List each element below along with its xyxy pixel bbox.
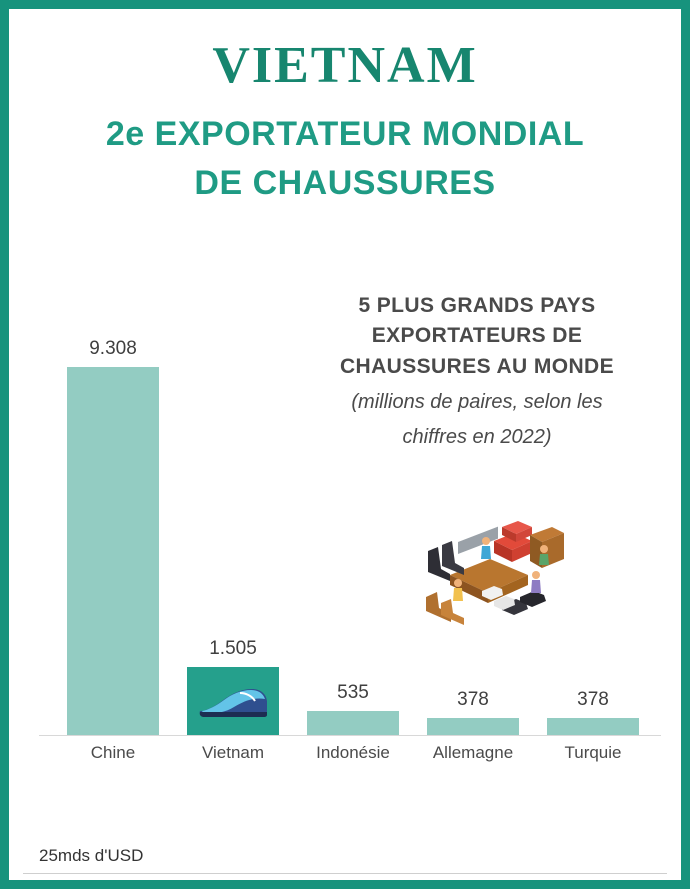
bar-rect-allemagne: [427, 718, 519, 735]
bar-rect-turquie: [547, 718, 639, 735]
chart-axis-line: [39, 735, 661, 736]
bar-rect-indonesie: [307, 711, 399, 735]
caption-line-1: 5 PLUS GRANDS PAYS: [358, 294, 596, 317]
footer-divider: [23, 873, 667, 874]
bar-value-turquie: 378: [577, 689, 609, 710]
bar-value-chine: 9.308: [89, 338, 137, 359]
sneaker-icon: [196, 681, 270, 721]
subtitle-line-2: DE CHAUSSURES: [194, 164, 496, 203]
bar-value-indonesie: 535: [337, 682, 369, 703]
caption-line-3: CHAUSSURES AU MONDE: [339, 354, 614, 378]
category-label-chine: Chine: [90, 743, 136, 762]
category-label-indonesie: Indonésie: [316, 743, 390, 762]
caption-note-2: chiffres en 2022): [402, 426, 552, 449]
footer-note: 25mds d'USD: [39, 846, 144, 865]
bar-group-chine: [67, 338, 159, 735]
category-label-vietnam: Vietnam: [201, 743, 265, 762]
category-label-allemagne: Allemagne: [432, 743, 514, 762]
page-title: VIETNAM: [212, 37, 478, 94]
title-block: [13, 13, 677, 207]
infographic-canvas: [9, 9, 681, 880]
bar-group-indonesie: [307, 682, 399, 735]
bar-rect-vietnam: [187, 667, 279, 735]
bar-value-vietnam: 1.505: [209, 638, 257, 659]
bar-chart: [39, 313, 661, 773]
chart-plot-area: [39, 313, 661, 735]
bar-group-allemagne: [427, 689, 519, 735]
category-label-turquie: Turquie: [564, 743, 622, 762]
caption-line-2: EXPORTATEURS DE: [371, 324, 583, 348]
bar-group-turquie: [547, 689, 639, 735]
bar-group-vietnam: [187, 638, 279, 735]
caption-note-1: (millions de paires, selon les: [351, 391, 603, 414]
subtitle-line-1: 2e EXPORTATEUR MONDIAL: [105, 114, 585, 153]
bar-value-allemagne: 378: [457, 689, 489, 710]
bar-rect-chine: [67, 367, 159, 735]
